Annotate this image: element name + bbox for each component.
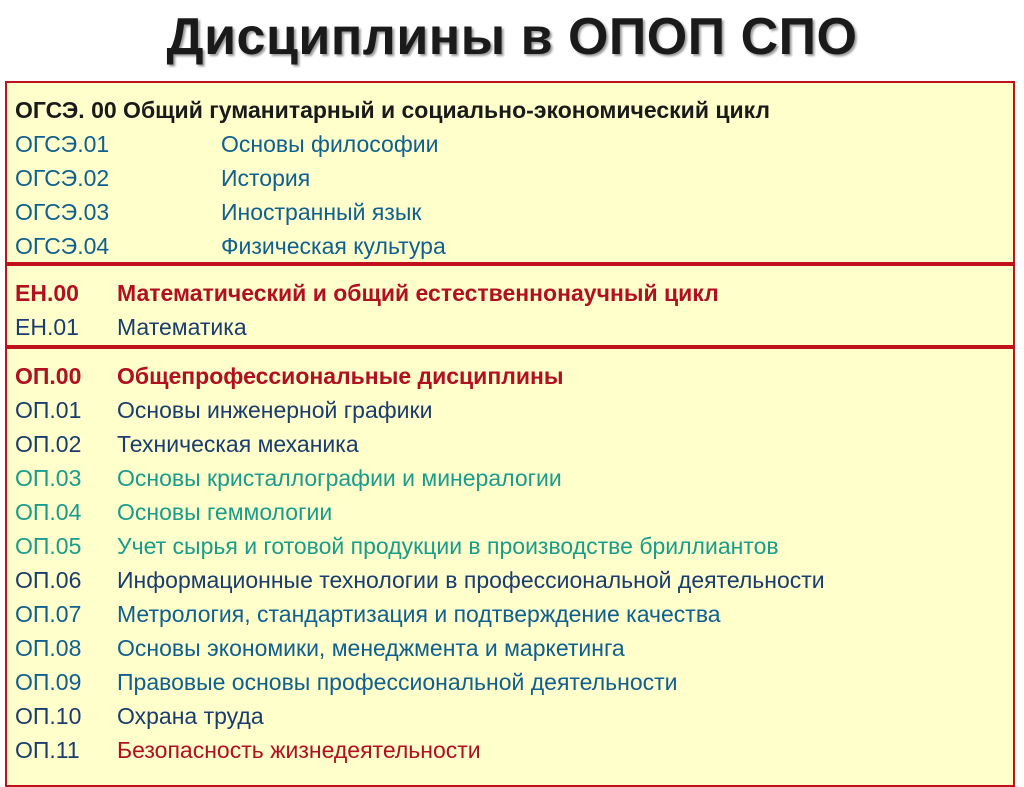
section-header bbox=[15, 359, 1009, 393]
discipline-name: Основы экономики, менеджмента и маркетинга bbox=[117, 635, 625, 661]
list-item bbox=[15, 229, 1009, 263]
section-header-text: Общепрофессиональные дисциплины bbox=[117, 363, 564, 389]
discipline-name: Иностранный язык bbox=[221, 199, 422, 225]
discipline-name: Учет сырья и готовой продукции в производстве бриллиантов bbox=[117, 533, 779, 559]
discipline-code: ОГСЭ.02 bbox=[15, 165, 110, 191]
discipline-name: Техническая механика bbox=[117, 431, 359, 457]
discipline-name: История bbox=[221, 165, 311, 191]
discipline-name: Основы инженерной графики bbox=[117, 397, 433, 423]
discipline-code: ОП.06 bbox=[15, 567, 82, 593]
discipline-name: Охрана труда bbox=[117, 703, 264, 729]
list-item bbox=[15, 310, 1009, 344]
section-op bbox=[5, 347, 1015, 787]
discipline-name: Математика bbox=[117, 314, 247, 340]
discipline-name: Основы кристаллографии и минералогии bbox=[117, 465, 562, 491]
discipline-name: Правовые основы профессиональной деятельности bbox=[117, 669, 678, 695]
page-title: Дисциплины в ОПОП СПО bbox=[166, 8, 858, 66]
list-item bbox=[15, 597, 1009, 631]
list-item bbox=[15, 699, 1009, 733]
section-header bbox=[15, 276, 1009, 310]
section-header-code: ОП.00 bbox=[15, 363, 82, 389]
discipline-code: ОГСЭ.03 bbox=[15, 199, 110, 225]
discipline-code: ОГСЭ.04 bbox=[15, 233, 110, 259]
discipline-code: ОП.08 bbox=[15, 635, 82, 661]
list-item bbox=[15, 427, 1009, 461]
list-item bbox=[15, 127, 1009, 161]
list-item bbox=[15, 461, 1009, 495]
section-header-text: Математический и общий естественнонаучный цикл bbox=[117, 280, 719, 306]
discipline-name: Основы геммологии bbox=[117, 499, 333, 525]
discipline-code: ОГСЭ.01 bbox=[15, 131, 110, 157]
discipline-code: ОП.04 bbox=[15, 499, 82, 525]
list-item bbox=[15, 733, 1009, 767]
discipline-name: Информационные технологии в профессиональной деятельности bbox=[117, 567, 825, 593]
section-header-text: ОГСЭ. 00 Общий гуманитарный и социально-экономический цикл bbox=[15, 97, 771, 123]
list-item bbox=[15, 161, 1009, 195]
discipline-code: ОП.02 bbox=[15, 431, 82, 457]
list-item bbox=[15, 665, 1009, 699]
discipline-code: ОП.03 bbox=[15, 465, 82, 491]
list-item bbox=[15, 631, 1009, 665]
discipline-name: Безопасность жизнедеятельности bbox=[117, 737, 481, 763]
list-item bbox=[15, 195, 1009, 229]
list-item bbox=[15, 393, 1009, 427]
discipline-code: ОП.09 bbox=[15, 669, 82, 695]
list-item bbox=[15, 529, 1009, 563]
discipline-code: ОП.01 bbox=[15, 397, 82, 423]
section-en bbox=[5, 264, 1015, 347]
discipline-code: ОП.11 bbox=[15, 737, 80, 763]
discipline-name: Метрология, стандартизация и подтверждение качества bbox=[117, 601, 721, 627]
discipline-code: ОП.07 bbox=[15, 601, 82, 627]
list-item bbox=[15, 563, 1009, 597]
section-header bbox=[15, 93, 1009, 127]
section-header-code: ЕН.00 bbox=[15, 280, 79, 306]
list-item bbox=[15, 495, 1009, 529]
discipline-code: ОП.10 bbox=[15, 703, 82, 729]
discipline-code: ЕН.01 bbox=[15, 314, 79, 340]
discipline-code: ОП.05 bbox=[15, 533, 82, 559]
section-ogse bbox=[5, 81, 1015, 264]
discipline-name: Основы философии bbox=[221, 131, 439, 157]
discipline-name: Физическая культура bbox=[221, 233, 446, 259]
